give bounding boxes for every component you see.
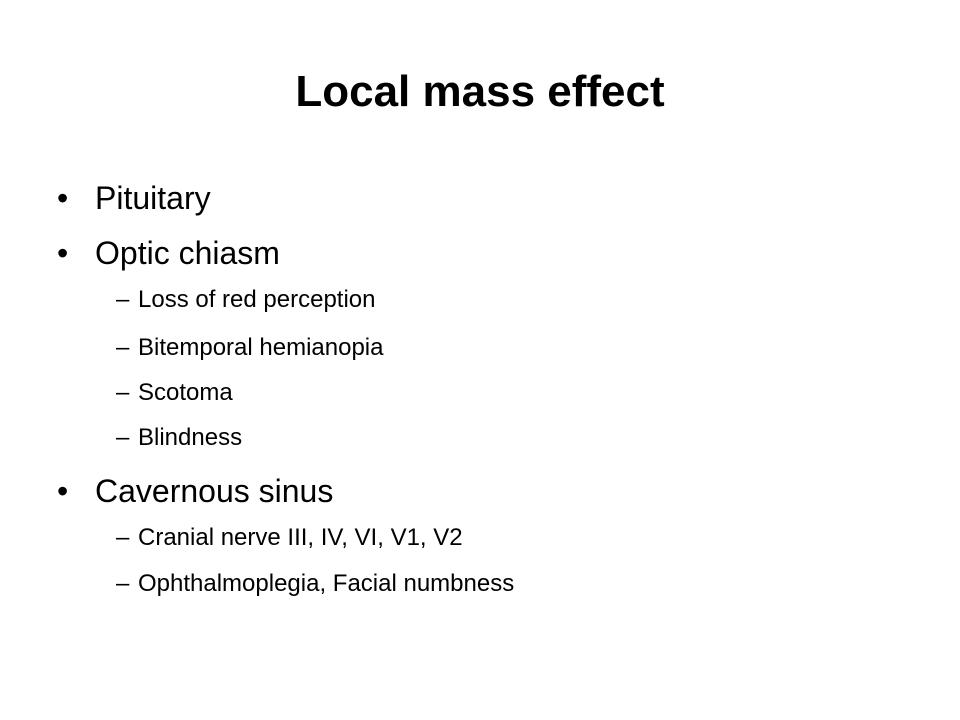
bullet-text: Optic chiasm <box>95 235 280 271</box>
sub-item-scotoma <box>0 378 960 408</box>
sub-item-text: Blindness <box>138 424 243 451</box>
sub-item-bitemporal-hemianopia <box>0 333 960 363</box>
dash-marker: – <box>116 334 130 361</box>
dash-marker: – <box>116 524 130 551</box>
sub-item-loss-of-red-perception <box>0 285 960 315</box>
dash-marker: – <box>116 379 130 406</box>
sub-item-text: Bitemporal hemianopia <box>138 334 384 361</box>
bullet-item-optic-chiasm <box>0 233 960 273</box>
sub-item-blindness <box>0 423 960 453</box>
dash-marker: – <box>116 570 130 597</box>
dash-marker: – <box>116 424 130 451</box>
sub-item-ophthalmoplegia <box>0 569 960 599</box>
bullet-item-pituitary <box>0 178 960 218</box>
sub-item-text: Cranial nerve III, IV, VI, V1, V2 <box>138 524 463 551</box>
sub-item-text: Ophthalmoplegia, Facial numbness <box>138 570 515 597</box>
bullet-text: Cavernous sinus <box>95 473 334 509</box>
bullet-marker: • <box>57 180 69 216</box>
sub-item-cranial-nerves <box>0 523 960 553</box>
bullet-text: Pituitary <box>95 180 211 216</box>
dash-marker: – <box>116 286 130 313</box>
sub-item-text: Loss of red perception <box>138 286 376 313</box>
bullet-item-cavernous-sinus <box>0 471 960 511</box>
bullet-marker: • <box>57 473 69 509</box>
sub-item-text: Scotoma <box>138 379 233 406</box>
bullet-marker: • <box>57 235 69 271</box>
slide-title: Local mass effect <box>295 67 665 116</box>
